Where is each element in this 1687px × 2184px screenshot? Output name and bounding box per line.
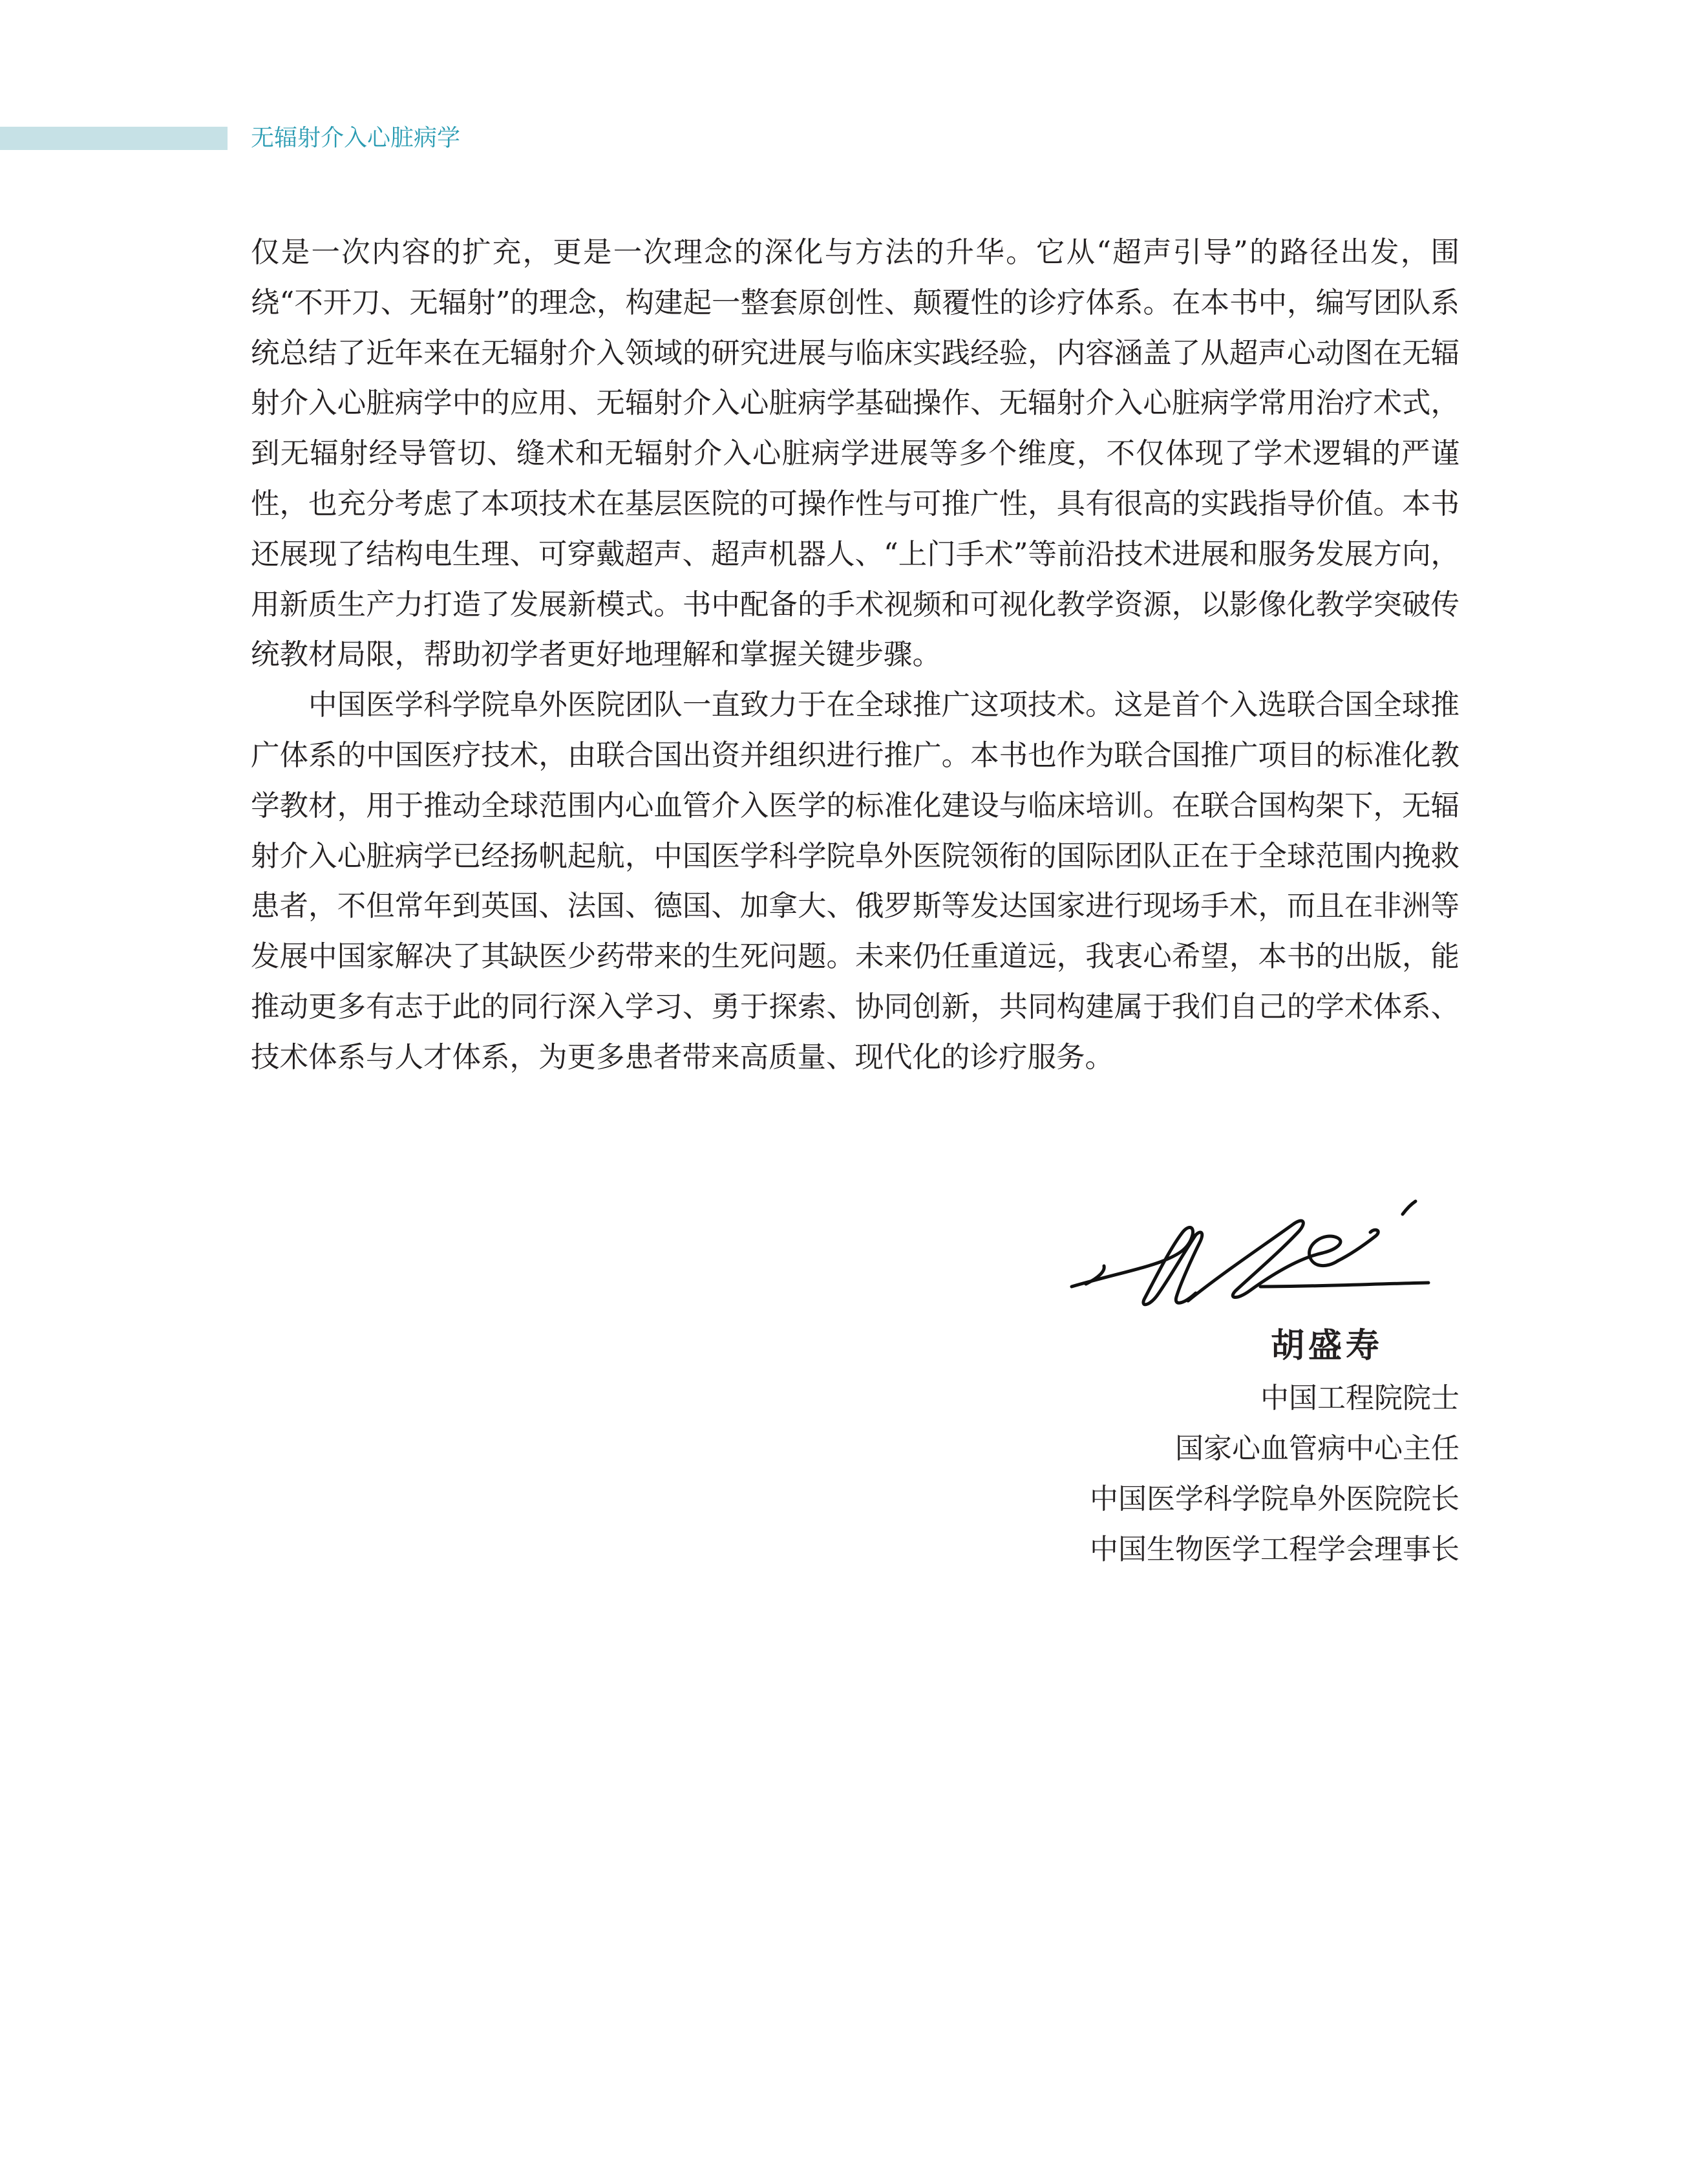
author-title-3: 中国医学科学院阜外医院院长 <box>1090 1483 1459 1515</box>
signature-block <box>1090 1319 1459 1575</box>
running-header-title: 无辐射介入心脏病学 <box>251 125 461 151</box>
paragraph-2: 中国医学科学院阜外医院团队一直致力于在全球推广这项技术。这是首个入选联合国全球推广体系的中国医疗技术，由联合国出资并组织进行推广。本书也作为联合国推广项目的标准化教学教材，用于推动全球范围内心血管介入医学的标准化建设与临床培训。在联合国构架下，无辐射介入心脏病学已经扬帆起航，中国医学科学院阜外医院领衔的国际团队正在于全球范围内挽救患者，不但常年到英国、法国、德国、加拿大、俄罗斯等发达国家进行现场手术，而且在非洲等发展中国家解决了其缺医少药带来的生死问题。未来仍任重道远，我衷心希望，本书的出版，能推动更多有志于此的同行深入学习、勇于探索、协同创新，共同构建属于我们自己的学术体系、技术体系与人才体系，为更多患者带来高质量、现代化的诊疗服务。 <box>251 689 1459 1074</box>
paragraph-1: 仅是一次内容的扩充，更是一次理念的深化与方法的升华。它从“超声引导”的路径出发，围绕“不开刀、无辐射”的理念，构建起一整套原创性、颠覆性的诊疗体系。在本书中，编写团队系统总结了近年来在无辐射介入领域的研究进展与临床实践经验，内容涵盖了从超声心动图在无辐射介入心脏病学中的应用、无辐射介入心脏病学基础操作、无辐射介入心脏病学常用治疗术式，到无辐射经导管切、缝术和无辐射介入心脏病学进展等多个维度，不仅体现了学术逻辑的严谨性，也充分考虑了本项技术在基层医院的可操作性与可推广性，具有很高的实践指导价值。本书还展现了结构电生理、可穿戴超声、超声机器人、“上门手术”等前沿技术进展和服务发展方向，用新质生产力打造了发展新模式。书中配备的手术视频和可视化教学资源，以影像化教学突破传统教材局限，帮助初学者更好地理解和掌握关键步骤。 <box>251 236 1460 672</box>
handwritten-signature <box>1066 1157 1448 1325</box>
author-title-4: 中国生物医学工程学会理事长 <box>1090 1533 1459 1566</box>
author-title-2: 国家心血管病中心主任 <box>1175 1432 1459 1465</box>
body-text <box>251 228 1459 1083</box>
author-title-1: 中国工程院院士 <box>1260 1382 1459 1415</box>
author-name: 胡盛寿 <box>1270 1326 1383 1365</box>
header-accent-bar <box>0 127 228 150</box>
signature-icon <box>1066 1157 1448 1325</box>
